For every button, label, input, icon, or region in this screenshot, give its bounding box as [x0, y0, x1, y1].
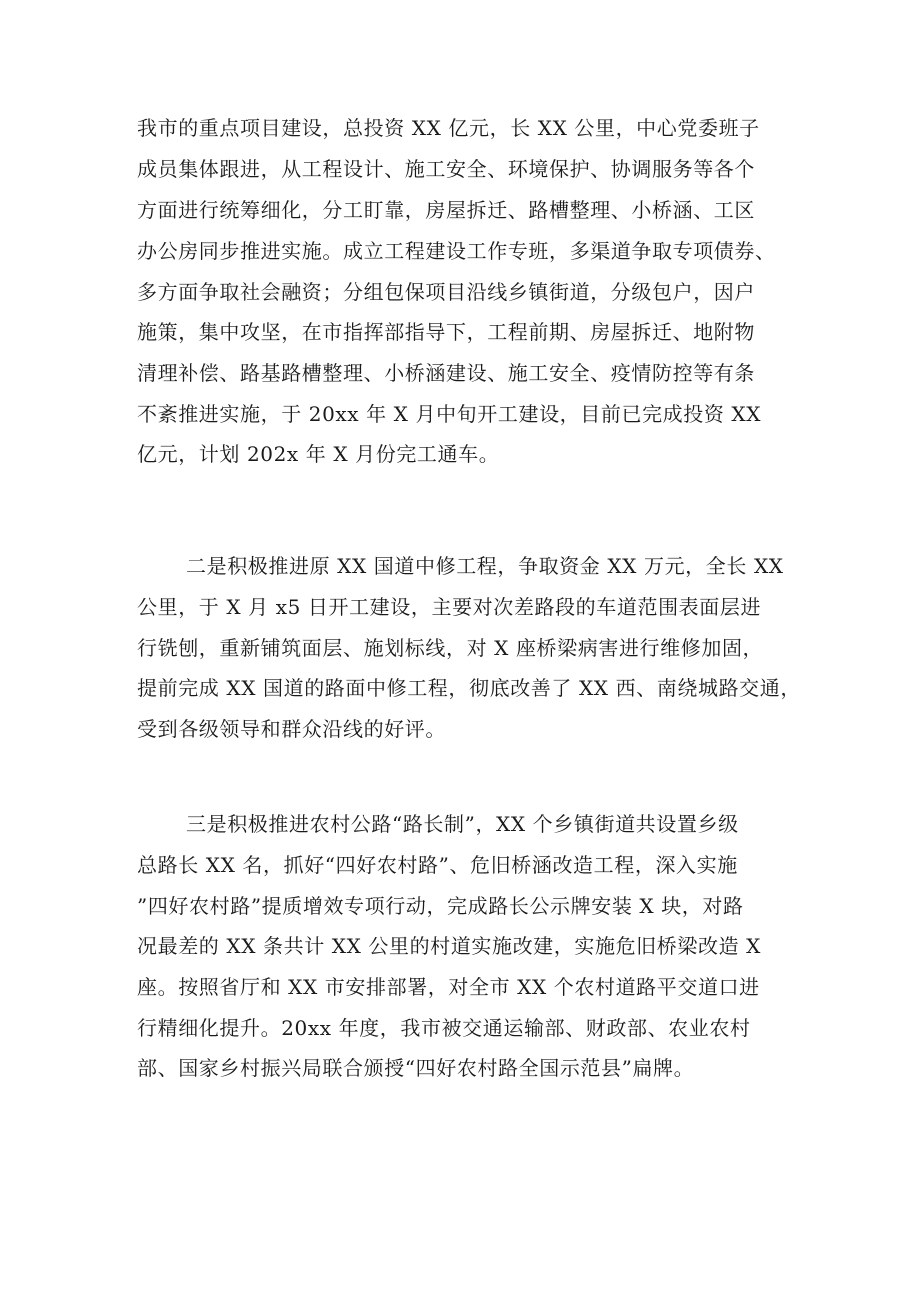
- text-line: 施策，集中攻坚，在市指挥部指导下，工程前期、房屋拆迁、地附物: [137, 320, 755, 344]
- text-line: 不紊推进实施，于 20xx 年 X 月中旬开工建设，目前已完成投资 XX: [137, 402, 762, 426]
- text-line: ”四好农村路”提质增效专项行动，完成路长公示牌安装 X 块，对路: [137, 894, 744, 918]
- text-line: 受到各级领导和群众沿线的好评。: [137, 717, 446, 741]
- text-line: 部、国家乡村振兴局联合颁授“四好农村路全国示范县”扁牌。: [137, 1056, 695, 1080]
- text-line: 亿元，计划 202x 年 X 月份完工通车。: [137, 442, 500, 466]
- text-line: 二是积极推进原 XX 国道中修工程，争取资金 XX 万元，全长 XX: [186, 554, 784, 578]
- text-line: 清理补偿、路基路槽整理、小桥涵建设、施工安全、疫情防控等有条: [137, 361, 755, 385]
- text-line: 成员集体跟进，从工程设计、施工安全、环境保护、协调服务等各个: [137, 157, 755, 181]
- text-line: 办公房同步推进实施。成立工程建设工作专班，多渠道争取专项债券、: [137, 239, 776, 263]
- text-line: 公里，于 X 月 x5 日开工建设，主要对次差路段的车道范围表面层进: [137, 595, 762, 619]
- text-line: 多方面争取社会融资；分组包保项目沿线乡镇街道，分级包户，因户: [137, 280, 755, 304]
- text-line: 我市的重点项目建设，总投资 XX 亿元，长 XX 公里，中心党委班子: [137, 116, 760, 140]
- text-line: 方面进行统筹细化，分工盯靠，房屋拆迁、路槽整理、小桥涵、工区: [137, 198, 755, 222]
- text-line: 行精细化提升。20xx 年度，我市被交通运输部、财政部、农业农村: [137, 1016, 751, 1040]
- text-line: 座。按照省厅和 XX 市安排部署，对全市 XX 个农村道路平交道口进: [137, 975, 760, 999]
- text-line: 三是积极推进农村公路“路长制”，XX 个乡镇街道共设置乡级: [186, 812, 739, 836]
- text-line: 总路长 XX 名，抓好“四好农村路”、危旧桥涵改造工程，深入实施: [137, 853, 738, 877]
- text-line: 提前完成 XX 国道的路面中修工程，彻底改善了 XX 西、南绕城路交通，: [137, 676, 801, 700]
- text-line: 况最差的 XX 条共计 XX 公里的村道实施改建，实施危旧桥梁改造 X: [137, 934, 761, 958]
- text-line: 行铣刨，重新铺筑面层、施划标线，对 X 座桥梁病害进行维修加固，: [137, 636, 764, 660]
